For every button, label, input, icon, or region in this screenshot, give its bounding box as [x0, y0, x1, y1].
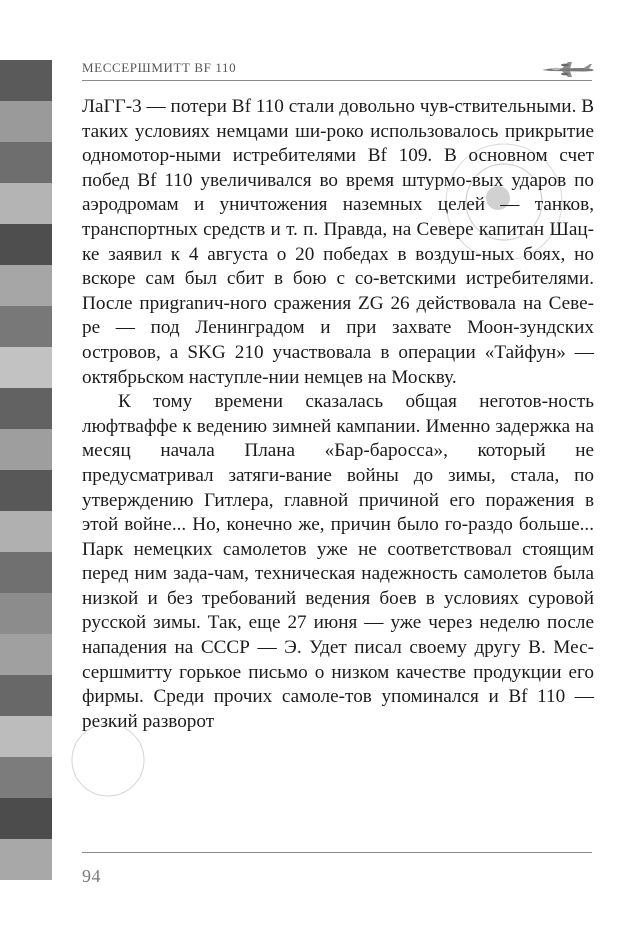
thumb-strip-band [0, 306, 52, 347]
thumb-strip-band [0, 265, 52, 306]
page-edge-thumb-strip [0, 60, 52, 880]
thumb-strip-band [0, 757, 52, 798]
thumb-strip-band [0, 429, 52, 470]
page-number: 94 [82, 866, 101, 886]
thumb-strip-band [0, 798, 52, 839]
thumb-strip-band [0, 716, 52, 757]
thumb-strip-band [0, 593, 52, 634]
thumb-strip-band [0, 388, 52, 429]
thumb-strip-band [0, 839, 52, 880]
thumb-strip-band [0, 183, 52, 224]
footer-rule [82, 852, 592, 853]
paragraph: К тому времени сказалась общая неготов-ность люфтваффе к ведению зимней кампании. Именно задержка на месяц начала Плана «Бар-баросса», который не предусматривал затяги-вание войны до зимы, стала, по утверждению Гитлера, главной причиной его поражения в этой войне... Но, конечно же, причин было го-раздо больше... Парк немецких самолетов уже не соответствовал стоящим перед ним зада-чам, техническая надежность самолетов была низкой и без требований ведения боев в условиях суровой русской зимы. Так, еще 27 июня — уже через неделю после нападения на СССР — Э. Удет писал своему другу В. Мес-сершмитту горькое письмо о низком качестве продукции его фирмы. Среди прочих самоле-тов упоминался и Bf 110 — резкий разворот [82, 391, 594, 732]
aircraft-silhouette-icon [540, 59, 596, 79]
thumb-strip-band [0, 675, 52, 716]
thumb-strip-band [0, 470, 52, 511]
thumb-strip-band [0, 511, 52, 552]
paragraph: ЛаГГ-3 — потери Bf 110 стали довольно чув-ствительными. В таких условиях немцами ши-роко использовалось прикрытие одномотор-ными истребителями Bf 109. В основном счет побед Bf 110 увеличивался во время штурмо-вых ударов по аэродромам и уничтожения наземных целей — танков, транспортных средств и т. п. Правда, на Севере капитан Шац-ке заявил к 4 августа о 20 победах в воздуш-ных боях, но вскоре сам был сбит в бою с со-ветскими истребителями. После приgranич-ного сражения ZG 26 действовала на Севе-ре — под Ленинградом и при захвате Моон-зундских островов, а SKG 210 участвовала в операции «Тайфун» — октябрьском наступле-нии немцев на Москву. [82, 96, 594, 388]
running-title: МЕССЕРШМИТТ BF 110 [82, 60, 237, 75]
thumb-strip-band [0, 634, 52, 675]
thumb-strip-band [0, 224, 52, 265]
thumb-strip-band [0, 101, 52, 142]
thumb-strip-band [0, 60, 52, 101]
thumb-strip-band [0, 552, 52, 593]
thumb-strip-band [0, 142, 52, 183]
header-rule [82, 80, 592, 81]
thumb-strip-band [0, 347, 52, 388]
running-header [82, 58, 592, 84]
body-text [82, 95, 594, 734]
